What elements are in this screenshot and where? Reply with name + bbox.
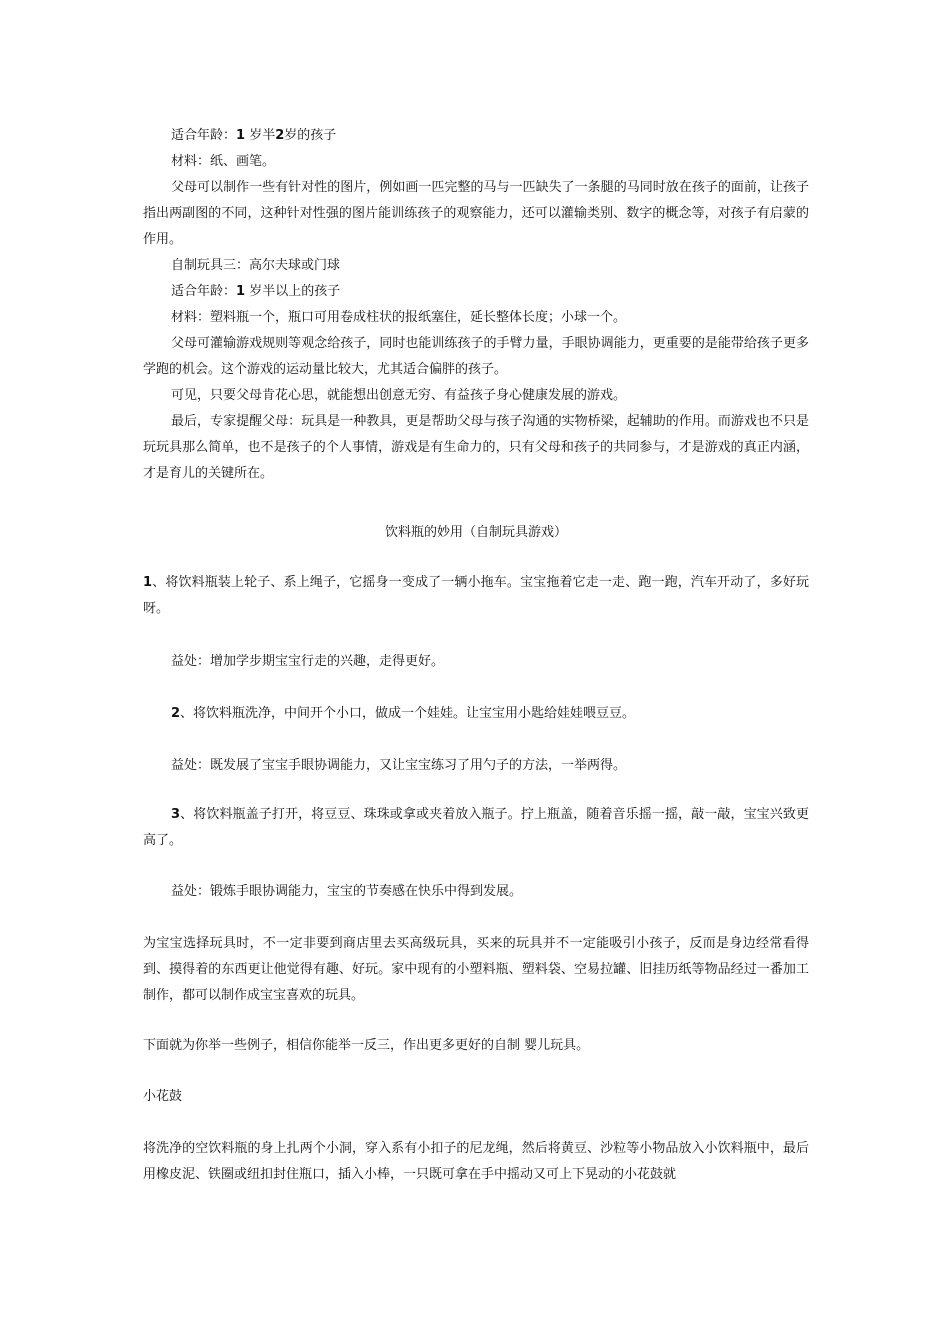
benefit-3: 益处：锻炼手眼协调能力，宝宝的节奏感在快乐中得到发展。 (171, 884, 523, 899)
intro-paragraph: 为宝宝选择玩具时，不一定非要到商店里去买高级玩具，买来的玩具并不一定能吸引小孩子，反而是身边经常看得到、摸得着的东西更让他觉得有趣、好玩。家中现有的小塑料瓶、塑料袋、空易拉罐、旧挂历纸等物品经过一番加工制作，都可以制作成宝宝喜欢的玩具。 (143, 936, 809, 1003)
materials-line-2: 材料：塑料瓶一个，瓶口可用卷成柱状的报纸塞住，延长整体长度；小球一个。 (171, 310, 627, 325)
age-line-1 (143, 123, 809, 149)
conclusion-paragraph: 可见，只要父母肯花心思，就能想出创意无穷、有益孩子身心健康发展的游戏。 (171, 388, 627, 403)
list-number: 2 (171, 706, 181, 721)
age-line-2 (143, 279, 809, 305)
age-number: 1 (236, 284, 246, 299)
benefit-1: 益处：增加学步期宝宝行走的兴趣，走得更好。 (171, 654, 445, 669)
description-paragraph-2: 父母可灌输游戏规则等观念给孩子，同时也能训练孩子的手臂力量，手眼协调能力，更重要的是能带给孩子更多学跑的机会。这个游戏的运动量比较大，尤其适合偏胖的孩子。 (143, 336, 809, 377)
section-title: 饮料瓶的妙用（自制玩具游戏） (384, 525, 567, 540)
materials-line-1: 材料：纸、画笔。 (171, 154, 276, 169)
age-text: 岁半以上的孩子 (245, 284, 341, 299)
drum-title: 小花鼓 (143, 1089, 183, 1104)
expert-paragraph: 最后，专家提醒父母：玩具是一种教具，更是帮助父母与孩子沟通的实物桥梁，起辅助的作用。而游戏也不只是玩玩具那么简单，也不是孩子的个人事情，游戏是有生命力的，只有父母和孩子的共同参与，才是游戏的真正内涵，才是育儿的关键所在。 (143, 414, 809, 481)
age-text: 岁的孩子 (284, 128, 337, 143)
list-item-2 (143, 701, 809, 727)
examples-paragraph: 下面就为你举一些例子，相信你能举一反三，作出更多更好的自制 婴儿玩具。 (143, 1038, 590, 1053)
toy3-title: 自制玩具三：高尔夫球或门球 (171, 258, 341, 273)
age-text: 岁半 (245, 128, 276, 143)
benefit-2: 益处：既发展了宝宝手眼协调能力，又让宝宝练习了用勺子的方法，一举两得。 (171, 758, 627, 773)
age-number: 1 (236, 128, 246, 143)
list-text: 、将饮料瓶装上轮子、系上绳子，它摇身一变成了一辆小拖车。宝宝拖着它走一走、跑一跑，汽车开动了，多好玩呀。 (143, 575, 809, 616)
age-label: 适合年龄： (171, 128, 237, 143)
list-number: 3 (171, 807, 181, 822)
description-paragraph-1: 父母可以制作一些有针对性的图片，例如画一匹完整的马与一匹缺失了一条腿的马同时放在孩子的面前，让孩子指出两副图的不同，这种针对性强的图片能训练孩子的观察能力，还可以灌输类别、数字的概念等，对孩子有启蒙的作用。 (143, 180, 809, 247)
list-text: 、将饮料瓶洗净，中间开个小口，做成一个娃娃。让宝宝用小匙给娃娃喂豆豆。 (180, 706, 636, 721)
drum-description: 将洗净的空饮料瓶的身上扎两个小洞，穿入系有小扣子的尼龙绳，然后将黄豆、沙粒等小物品放入小饮料瓶中，最后用橡皮泥、铁圈或纽扣封住瓶口，插入小棒，一只既可拿在手中摇动又可上下晃动的小花鼓就 (143, 1141, 809, 1182)
list-text: 、将饮料瓶盖子打开，将豆豆、珠珠或拿或夹着放入瓶子。拧上瓶盖，随着音乐摇一摇，敲一敲，宝宝兴致更高了。 (143, 807, 809, 848)
list-item-1 (143, 570, 809, 622)
age-label: 适合年龄： (171, 284, 237, 299)
list-number: 1 (143, 575, 153, 590)
age-number: 2 (275, 128, 285, 143)
list-item-3 (143, 802, 809, 854)
